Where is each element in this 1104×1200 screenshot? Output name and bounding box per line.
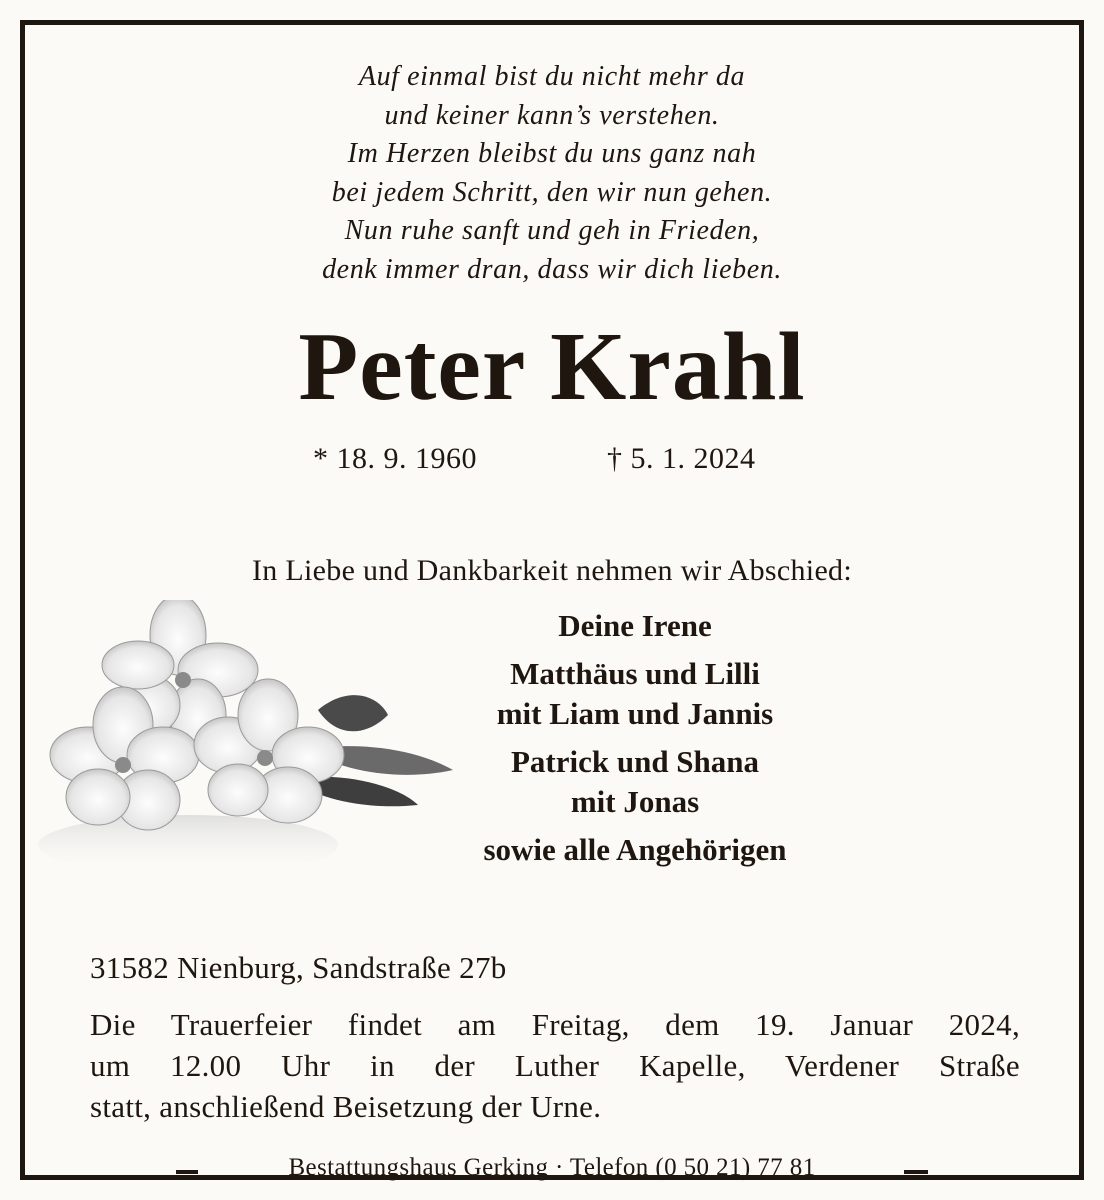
deceased-name: Peter Krahl xyxy=(298,313,806,421)
mourner-group xyxy=(420,654,850,734)
service-line: statt, anschließend Beisetzung der Urne. xyxy=(90,1089,602,1124)
poem-line: bei jedem Schritt, den wir nun gehen. xyxy=(331,176,773,208)
service-line: um 12.00 Uhr in der Luther Kapelle, Verdener Straße xyxy=(90,1048,1020,1083)
poem-line: und keiner kann’s verstehen. xyxy=(384,99,720,131)
poem-line: Im Herzen bleibst du uns ganz nah xyxy=(347,138,757,169)
address: 31582 Nienburg, Sandstraße 27b xyxy=(90,950,507,985)
poem xyxy=(0,58,1104,289)
mourner-line: mit Jonas xyxy=(570,784,700,819)
footer-rule-right xyxy=(904,1170,928,1174)
mourner-line: Patrick und Shana xyxy=(510,744,760,779)
mourner-line: Matthäus und Lilli xyxy=(510,656,760,691)
poem-line: Nun ruhe sanft und geh in Frieden, xyxy=(344,215,760,246)
farewell-intro: In Liebe und Dankbarkeit nehmen wir Abschied: xyxy=(252,554,852,587)
mourner-line: mit Liam und Jannis xyxy=(496,696,774,731)
mourner-line: sowie alle Angehörigen xyxy=(483,832,787,867)
mourner-group xyxy=(420,742,850,822)
poem-line: denk immer dran, dass wir dich lieben. xyxy=(322,253,782,285)
death-date: † 5. 1. 2024 xyxy=(607,442,756,475)
mourner-line: Deine Irene xyxy=(558,608,712,643)
poem-line: Auf einmal bist du nicht mehr da xyxy=(358,61,746,92)
mourners-list xyxy=(420,606,850,878)
mourner-group xyxy=(420,606,850,646)
birth-date: * 18. 9. 1960 xyxy=(313,442,477,475)
footer-funeral-home: Bestattungshaus Gerking · Telefon (0 50 21) 77 81 xyxy=(288,1154,816,1181)
service-info xyxy=(90,1004,1020,1127)
cherry-blossom-image xyxy=(38,600,458,885)
mourner-group xyxy=(420,830,850,870)
service-line: Die Trauerfeier findet am Freitag, dem 19. Januar 2024, xyxy=(90,1007,1020,1042)
footer-rule-left xyxy=(176,1170,198,1174)
